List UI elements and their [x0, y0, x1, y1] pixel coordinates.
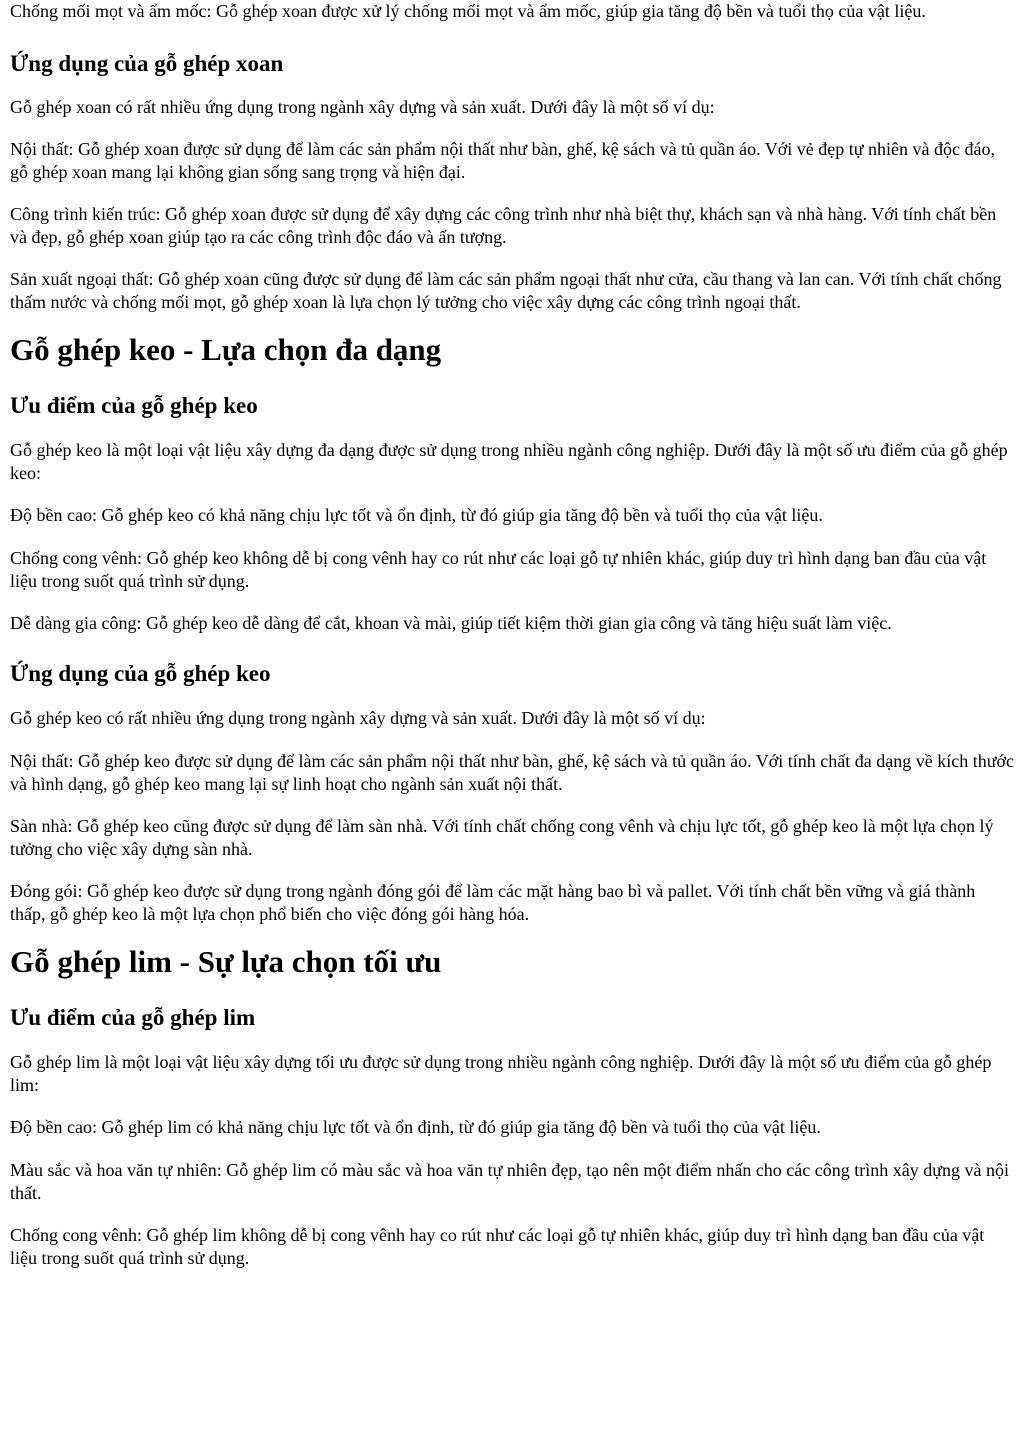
paragraph-lim-adv-intro: Gỗ ghép lim là một loại vật liệu xây dựng tối ưu được sử dụng trong nhiều ngành công nghiệp. Dưới đây là một số ưu điểm của gỗ ghép lim:: [10, 1052, 992, 1095]
paragraph-xoan-app-architecture: Công trình kiến trúc: Gỗ ghép xoan được sử dụng để xây dựng các công trình như nhà biệt thự, khách sạn và nhà hàng. Với tính chất bền và đẹp, gỗ ghép xoan giúp tạo ra các công trình độc đáo và ấn tượng.: [10, 204, 997, 247]
heading-lim-advantages: Ưu điểm của gỗ ghép lim: [10, 1005, 256, 1030]
paragraph-xoan-anti-termite: Chống mối mọt và ẩm mốc: Gỗ ghép xoan được xử lý chống mối mọt và ẩm mốc, giúp gia tăng độ bền và tuổi thọ của vật liệu.: [10, 1, 926, 21]
paragraph-keo-app-intro: Gỗ ghép keo có rất nhiều ứng dụng trong ngành xây dựng và sản xuất. Dưới đây là một số ví dụ:: [10, 708, 706, 728]
paragraph-lim-adv-warp: Chống cong vênh: Gỗ ghép lim không dễ bị cong vênh hay co rút như các loại gỗ tự nhiên khác, giúp duy trì hình dạng ban đầu của vật liệu trong suốt quá trình sử dụng.: [10, 1225, 985, 1268]
heading-xoan-applications: Ứng dụng của gỗ ghép xoan: [10, 51, 284, 76]
heading-keo-applications: Ứng dụng của gỗ ghép keo: [10, 661, 271, 686]
paragraph-keo-app-interior: Nội thất: Gỗ ghép keo được sử dụng để làm các sản phẩm nội thất như bàn, ghế, kệ sách và tủ quần áo. Với tính chất đa dạng về kích thước và hình dạng, gỗ ghép keo mang lại sự linh hoạt cho ngành sản xuất nội thất.: [10, 751, 1014, 794]
heading-lim-section: Gỗ ghép lim - Sự lựa chọn tối ưu: [10, 944, 442, 979]
paragraph-xoan-app-interior: Nội thất: Gỗ ghép xoan được sử dụng để làm các sản phẩm nội thất như bàn, ghế, kệ sách và tủ quần áo. Với vẻ đẹp tự nhiên và độc đáo, gỗ ghép xoan mang lại không gian sống sang trọng và hiện đại.: [10, 139, 995, 182]
paragraph-keo-adv-durability: Độ bền cao: Gỗ ghép keo có khả năng chịu lực tốt và ổn định, từ đó giúp gia tăng độ bền và tuổi thọ của vật liệu.: [10, 505, 823, 525]
paragraph-xoan-app-exterior: Sản xuất ngoại thất: Gỗ ghép xoan cũng được sử dụng để làm các sản phẩm ngoại thất như cửa, cầu thang và lan can. Với tính chất chống thấm nước và chống mối mọt, gỗ ghép xoan là lựa chọn lý tưởng cho việc xây dựng các công trình ngoại thất.: [10, 269, 1002, 312]
paragraph-keo-adv-warp: Chống cong vênh: Gỗ ghép keo không dễ bị cong vênh hay co rút như các loại gỗ tự nhiên khác, giúp duy trì hình dạng ban đầu của vật liệu trong suốt quá trình sử dụng.: [10, 548, 987, 591]
paragraph-xoan-app-intro: Gỗ ghép xoan có rất nhiều ứng dụng trong ngành xây dựng và sản xuất. Dưới đây là một số ví dụ:: [10, 97, 715, 117]
paragraph-keo-app-packaging: Đóng gói: Gỗ ghép keo được sử dụng trong ngành đóng gói để làm các mặt hàng bao bì và pallet. Với tính chất bền vững và giá thành thấp, gỗ ghép keo là một lựa chọn phổ biến cho việc đóng gói hàng hóa.: [10, 881, 976, 924]
heading-keo-advantages: Ưu điểm của gỗ ghép keo: [10, 393, 258, 418]
paragraph-keo-adv-intro: Gỗ ghép keo là một loại vật liệu xây dựng đa dạng được sử dụng trong nhiều ngành công nghiệp. Dưới đây là một số ưu điểm của gỗ ghép keo:: [10, 440, 1008, 483]
paragraph-lim-adv-color: Màu sắc và hoa văn tự nhiên: Gỗ ghép lim có màu sắc và hoa văn tự nhiên đẹp, tạo nên một điểm nhấn cho các công trình xây dựng và nội thất.: [10, 1160, 1009, 1203]
paragraph-keo-adv-machining: Dễ dàng gia công: Gỗ ghép keo dễ dàng để cắt, khoan và mài, giúp tiết kiệm thời gian gia công và tăng hiệu suất làm việc.: [10, 613, 892, 633]
paragraph-keo-app-floor: Sàn nhà: Gỗ ghép keo cũng được sử dụng để làm sàn nhà. Với tính chất chống cong vênh và chịu lực tốt, gỗ ghép keo là một lựa chọn lý tưởng cho việc xây dựng sàn nhà.: [10, 816, 994, 859]
heading-keo-section: Gỗ ghép keo - Lựa chọn đa dạng: [10, 332, 442, 367]
paragraph-lim-adv-durability: Độ bền cao: Gỗ ghép lim có khả năng chịu lực tốt và ổn định, từ đó giúp gia tăng độ bền và tuổi thọ của vật liệu.: [10, 1117, 821, 1137]
article-body: [10, 0, 1014, 1289]
